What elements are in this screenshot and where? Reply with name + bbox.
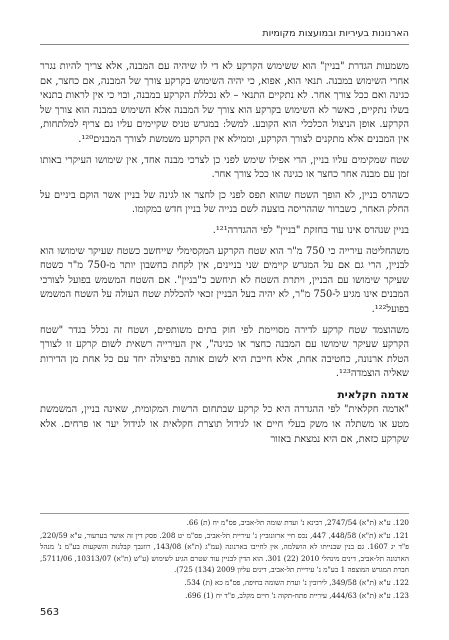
running-header: הארנונות בעיריות ובמועצות מקומיות [262, 28, 409, 39]
footnote-rule [40, 513, 409, 514]
paragraph: בניין שנהרס אינו עוד בחזקת "בניין" לפי ההגדרה¹²¹. [212, 224, 409, 236]
paragraph: שטח שמקימים עליו בניין, הרי אפילו שימש לפני כן לצרכי מבנה אחד, אין שימושו העיקרי באותו זמן עם מבנה אחר כחצר או כגינה או ככל צורך אחר. [40, 154, 409, 181]
footnote: 123. ע"א (ת"א) 444/63, עיריית פתח-תקוה נ' חיים מקלב, פ"ד יח (1) 696. [185, 591, 409, 601]
footnote: 122. ע"א (ת"א) 349/58, לירובין נ' ועדת השומה בחיפה, פס"מ כא (ת) 534. [184, 578, 409, 588]
header-rule [40, 44, 409, 45]
paragraph: משהחליטה עירייה כי 750 מ"ר הוא שטח הקרקע המקסימלי שייחשב כשטח שעיקר שימושו הוא לבניין, הרי גם אם על המגרש קיימים שני בניינים, אין לקחת בחשבון יותר מ-750 מ"ר כשטח שעיקר שימושו עם הבניין, ויתרת השטח לא תיחשב כ"בניין". אם השטח המשמש בפועל לצורכי המבנים אינו מגיע ל-750 מ"ר, לא יהיה בעל הבניין זכאי להכללת שטח העולה על השטח המשמש בפועל¹²². [40, 245, 410, 315]
footnote: 121. ע"א (ת"א) 448/58, 447, נכס חיי ארזונוביץ נ' עיריית תל-אביב, פס"מ יט 208. פסק דין זה אושר בערעור, ע"א 220/59, פ"ד יג 1607. גם בנין שבנייתו לא הושלמה, אין לחייבו בארנונה (עמ"ג (ת"א) 143/08, רוזנבך קבלנות והשקעות בע"מ נ' מנהל הארנונה תל-אביב, דינים מינהלי 2010 (22) 301. הוא הדין לבניין עוד שטרם הגיע לשימוש (ע"ש (ת"א) 10313/07, 5711/06, חברת המגרש המוצפה 1 בע"מ נ' עיריית תל-אביב, דינים עליון 2009 (134) 725). [40, 531, 410, 574]
page-number: 563 [40, 607, 60, 618]
paragraph: משהוצמד שטח קרקע לדירה מסויימת לפי חוק בתים משותפים, ושטח זה נכלל בגדר "שטח הקרקע שעיקר שימושו עם המבנה כחצר או כגינה", אין העירייה רשאית לשום קרקע זו לצורך הטלת ארנונה, כחטיבה אחת, אלא חייבת היא לשום אותה בפיצולה יחד עם כל אחת מן הדירות שאליה הוצמדה¹²³. [40, 324, 409, 380]
body-text [40, 60, 409, 453]
footnotes [40, 517, 409, 603]
section-heading: אדמה חקלאית [337, 388, 409, 401]
footnote: 120. ע"א (ת"א) 2747/54, רבינא נ' ועדת שומה תל-אביב, פס"מ יח (ת) 66. [186, 518, 409, 527]
paragraph: משמעות הגדרת "בניין" הוא ששימוש הקרקע לא די לו שיהיה עם המבנה, אלא צריך להיות נגרר אחרי השימוש במבנה. תנאי הוא, אפוא, כי יהיה השימוש בקרקע צורך של המבנה, אם כחצר, אם כגינה ואם ככל צורך אחר. לא נתקיים התנאי – לא נכללת הקרקע במבנה, ובוי כי אין לראות בתנאי בשלו נתקיים, כאשר לא השימוש בקרקע הוא צורך של המבנה אלא השימוש במבנה הוא צורך של הקרקע. אופן הניצול הכלכלי הוא הקובע. למשל: במגרש טניס שקיימים עליו גם צריף למלתחות, אין המבנים אלא מתקנים לצורך הקרקע, וממילא אין הקרקע משמשת לצורך המבנים¹²⁰. [40, 61, 409, 145]
paragraph: כשהרס בניין, לא הופך השטח שהוא תפס לפני כן לחצר או לגינה של בניין אשר הוקם ביניים על החלק האחר, כשברור שההריסה בוצעה לשם בנייה של בניין חדש במקומו. [40, 189, 409, 216]
paragraph: "אדמה חקלאית" לפי ההגדרה היא כל קרקע שבתחום הרשות המקומית, שאינה בניין, המשמשת מטע או משתלה או משק בעלי חיים או לגידול תוצרת חקלאית או לגידול יער או פרחים. אלא שקרקע כזאת, אם היא נמצאת באזור [40, 404, 409, 445]
